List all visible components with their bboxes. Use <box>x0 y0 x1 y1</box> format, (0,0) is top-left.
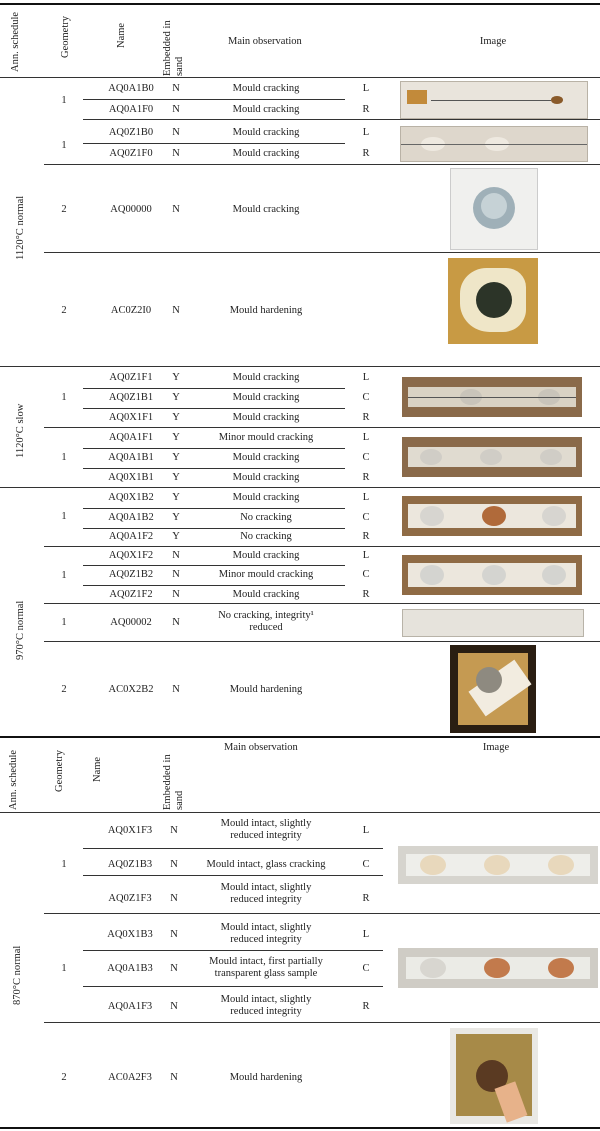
name-cell: AQ0Z1B2 <box>108 569 154 580</box>
schedule-label: 1120°C slow <box>15 403 26 458</box>
embedded-cell: N <box>172 617 180 628</box>
observation-cell: Mould intact, glass cracking <box>206 859 326 870</box>
sample-photo <box>398 846 598 884</box>
embedded-cell: N <box>170 859 178 870</box>
name-cell: AC0X2B2 <box>108 684 154 695</box>
sample-photo <box>450 645 536 733</box>
observation-cell: Mould hardening <box>229 1072 303 1083</box>
name-cell: AQ0X1F2 <box>108 550 154 561</box>
position-cell: L <box>362 127 370 138</box>
position-cell: R <box>362 472 370 483</box>
name-cell: AQ0A1F3 <box>107 1001 153 1012</box>
sample-photo <box>450 168 538 250</box>
observation-cell: Minor mould cracking <box>218 432 314 443</box>
embedded-cell: Y <box>172 492 180 503</box>
embedded-cell: N <box>172 550 180 561</box>
name-cell: AQ0X1B2 <box>108 492 154 503</box>
observation-cell: No cracking <box>240 531 292 542</box>
position-cell: C <box>362 569 370 580</box>
position-cell: C <box>362 392 370 403</box>
embedded-cell: Y <box>172 412 180 423</box>
geometry-cell: 1 <box>61 859 67 870</box>
header-image: Image <box>482 742 510 753</box>
name-cell: AQ0X1F3 <box>107 825 153 836</box>
embedded-cell: N <box>172 589 180 600</box>
observation-cell: Mould cracking <box>232 412 300 423</box>
position-cell: L <box>362 825 370 836</box>
name-cell: AQ0A1F2 <box>108 531 154 542</box>
name-cell: AQ0A1F0 <box>108 104 154 115</box>
name-cell: AQ0A1B1 <box>108 452 154 463</box>
observation-cell: Mould cracking <box>232 392 300 403</box>
position-cell: R <box>362 589 370 600</box>
embedded-cell: Y <box>172 372 180 383</box>
position-cell: C <box>362 859 370 870</box>
geometry-cell: 1 <box>61 570 67 581</box>
observation-cell: Mould cracking <box>232 472 300 483</box>
observation-cell: Mould cracking <box>232 204 300 215</box>
header-main-observation: Main observation <box>224 742 298 753</box>
geometry-cell: 2 <box>61 305 67 316</box>
geometry-cell: 2 <box>61 684 67 695</box>
observation-cell: Mould intact, slightly reduced integrity <box>220 922 312 945</box>
embedded-cell: N <box>172 569 180 580</box>
embedded-cell: N <box>172 148 180 159</box>
embedded-cell: N <box>172 204 180 215</box>
header-geometry: Geometry <box>54 750 65 792</box>
sample-photo <box>450 1028 538 1124</box>
geometry-cell: 2 <box>61 1072 67 1083</box>
observation-cell: Mould intact, slightly reduced integrity <box>220 818 312 841</box>
embedded-cell: N <box>170 1001 178 1012</box>
schedule-label: 970°C normal <box>15 600 26 660</box>
position-cell: C <box>362 512 370 523</box>
sample-photo <box>402 437 582 477</box>
name-cell: AQ0Z1F2 <box>109 589 153 600</box>
name-cell: AQ0A1B0 <box>108 83 154 94</box>
embedded-cell: N <box>170 963 178 974</box>
embedded-cell: Y <box>172 452 180 463</box>
embedded-cell: N <box>172 684 180 695</box>
embedded-cell: N <box>172 127 180 138</box>
embedded-cell: Y <box>172 472 180 483</box>
position-cell: C <box>362 963 370 974</box>
embedded-cell: N <box>170 825 178 836</box>
position-cell: R <box>362 1001 370 1012</box>
position-cell: R <box>362 104 370 115</box>
name-cell: AQ00002 <box>110 617 152 628</box>
embedded-cell: N <box>170 1072 178 1083</box>
header-name: Name <box>92 756 103 782</box>
header-image: Image <box>479 36 507 47</box>
name-cell: AQ0Z1B0 <box>108 127 154 138</box>
observation-cell: Mould cracking <box>232 589 300 600</box>
observation-cell: Minor mould cracking <box>218 569 314 580</box>
geometry-cell: 1 <box>61 95 67 106</box>
name-cell: AQ0X1F1 <box>108 412 154 423</box>
sample-photo <box>448 258 538 344</box>
position-cell: L <box>362 372 370 383</box>
header-main-observation: Main observation <box>228 36 302 47</box>
name-cell: AC0A2F3 <box>108 1072 152 1083</box>
position-cell: R <box>362 412 370 423</box>
observation-cell: Mould intact, slightly reduced integrity <box>220 994 312 1017</box>
sample-photo <box>402 609 584 637</box>
name-cell: AQ0A1F1 <box>108 432 154 443</box>
header-ann-schedule: Ann. schedule <box>10 11 21 73</box>
position-cell: L <box>362 83 370 94</box>
position-cell: L <box>362 492 370 503</box>
observation-cell: Mould hardening <box>229 305 303 316</box>
name-cell: AQ0Z1B1 <box>108 392 154 403</box>
name-cell: AQ0Z1F3 <box>108 893 152 904</box>
position-cell: R <box>362 148 370 159</box>
name-cell: AQ0A1B2 <box>108 512 154 523</box>
embedded-cell: N <box>170 929 178 940</box>
embedded-cell: N <box>172 305 180 316</box>
header-geometry: Geometry <box>60 16 71 58</box>
name-cell: AQ0Z1F1 <box>109 372 153 383</box>
geometry-cell: 1 <box>61 511 67 522</box>
embedded-cell: Y <box>172 531 180 542</box>
observation-cell: Mould hardening <box>229 684 303 695</box>
observation-cell: No cracking <box>240 512 292 523</box>
geometry-cell: 1 <box>61 963 67 974</box>
observation-cell: Mould intact, slightly reduced integrity <box>220 882 312 905</box>
name-cell: AQ0Z1B3 <box>107 859 153 870</box>
embedded-cell: N <box>172 83 180 94</box>
observation-cell: Mould cracking <box>232 452 300 463</box>
name-cell: AQ0X1B1 <box>108 472 154 483</box>
observation-cell: Mould cracking <box>232 550 300 561</box>
geometry-cell: 2 <box>61 204 67 215</box>
observation-cell: Mould cracking <box>232 148 300 159</box>
position-cell: R <box>362 893 370 904</box>
geometry-cell: 1 <box>61 392 67 403</box>
sample-photo <box>402 377 582 417</box>
position-cell: L <box>362 432 370 443</box>
embedded-cell: N <box>172 104 180 115</box>
position-cell: L <box>362 929 370 940</box>
name-cell: AQ0Z1F0 <box>109 148 153 159</box>
schedule-label: 870°C normal <box>12 945 23 1005</box>
sample-photo <box>402 496 582 536</box>
name-cell: AC0Z2I0 <box>110 305 152 316</box>
header-name: Name <box>116 22 127 48</box>
observation-cell: No cracking, integrity¹ reduced <box>218 610 314 633</box>
header-ann-schedule: Ann. schedule <box>8 749 19 810</box>
schedule-label: 1120°C normal <box>15 195 26 260</box>
observation-cell: Mould cracking <box>232 492 300 503</box>
position-cell: L <box>362 550 370 561</box>
observation-cell: Mould cracking <box>232 83 300 94</box>
observation-cell: Mould intact, first partially transparent glass sample <box>209 956 323 979</box>
embedded-cell: Y <box>172 392 180 403</box>
header-embedded: Embedded in sand <box>162 20 185 76</box>
observation-cell: Mould cracking <box>232 372 300 383</box>
name-cell: AQ0X1B3 <box>107 929 153 940</box>
embedded-cell: N <box>170 893 178 904</box>
embedded-cell: Y <box>172 512 180 523</box>
geometry-cell: 1 <box>61 617 67 628</box>
sample-photo <box>402 555 582 595</box>
sample-photo <box>400 81 588 119</box>
position-cell: R <box>362 531 370 542</box>
name-cell: AQ0A1B3 <box>107 963 153 974</box>
position-cell: C <box>362 452 370 463</box>
sample-photo <box>400 126 588 162</box>
observation-cell: Mould cracking <box>232 104 300 115</box>
embedded-cell: Y <box>172 432 180 443</box>
geometry-cell: 1 <box>61 140 67 151</box>
observation-cell: Mould cracking <box>232 127 300 138</box>
geometry-cell: 1 <box>61 452 67 463</box>
sample-photo <box>398 948 598 988</box>
header-embedded: Embedded in sand <box>162 754 185 810</box>
name-cell: AQ00000 <box>110 204 152 215</box>
